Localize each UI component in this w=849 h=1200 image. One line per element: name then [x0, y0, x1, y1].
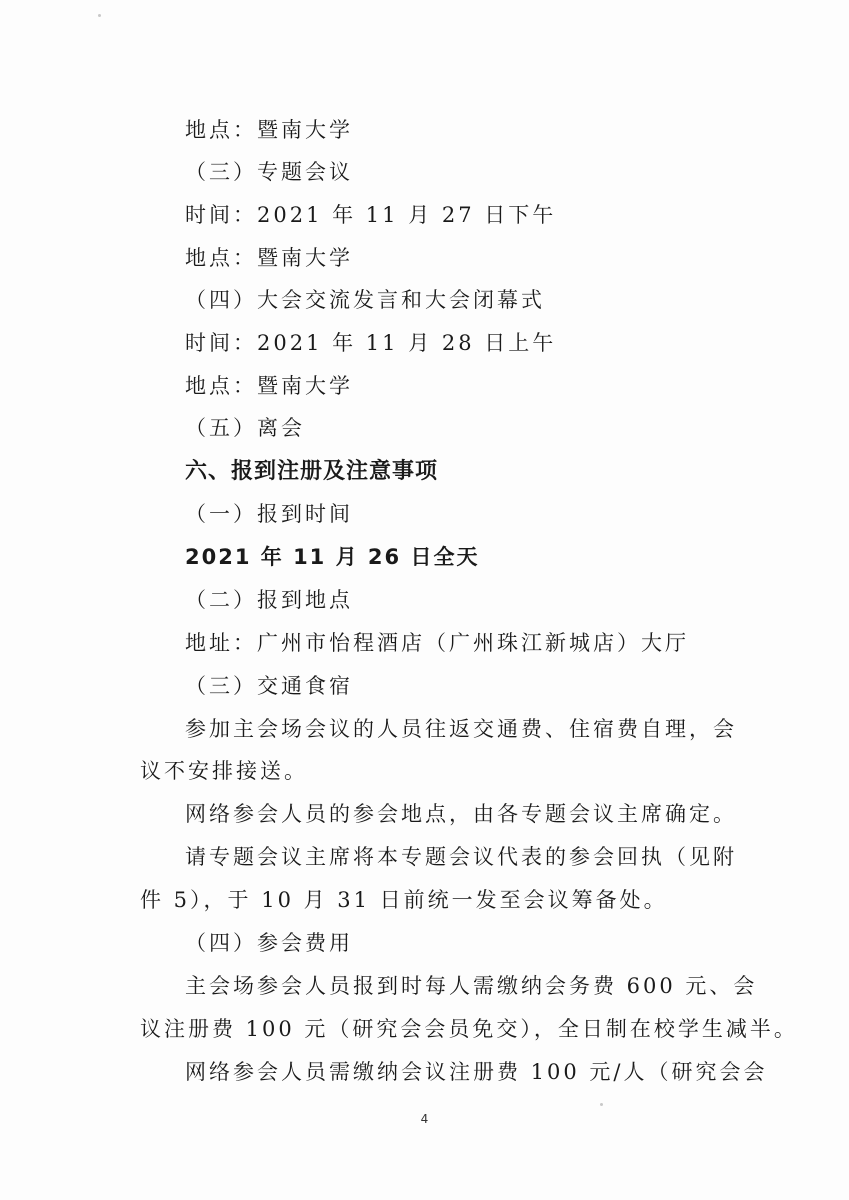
text-line: 时间：2021 年 11 月 28 日上午 — [185, 331, 557, 355]
scan-speck — [98, 14, 101, 17]
text-line: 地点：暨南大学 — [185, 374, 353, 398]
subheading: （三）交通食宿 — [185, 674, 353, 698]
subheading: （四）大会交流发言和大会闭幕式 — [185, 288, 545, 312]
paragraph-line: 网络参会人员需缴纳会议注册费 100 元/人（研究会会 — [185, 1060, 768, 1084]
paragraph-line: 议不安排接送。 — [140, 759, 308, 783]
text-line: 地点：暨南大学 — [185, 118, 353, 142]
paragraph-line: 议注册费 100 元（研究会会员免交），全日制在校学生减半。 — [140, 1017, 798, 1041]
subheading: （二）报到地点 — [185, 588, 353, 612]
text-line: 2021 年 11 月 26 日全天 — [185, 545, 480, 569]
paragraph-line: 件 5），于 10 月 31 日前统一发至会议筹备处。 — [140, 888, 668, 912]
subheading: （五）离会 — [185, 416, 305, 440]
section-heading: 六、报到注册及注意事项 — [185, 459, 439, 484]
subheading: （三）专题会议 — [185, 160, 353, 184]
text-line: 时间：2021 年 11 月 27 日下午 — [185, 203, 557, 227]
page-number: 4 — [420, 1112, 429, 1126]
text-line: 地址：广州市怡程酒店（广州珠江新城店）大厅 — [185, 631, 689, 655]
paragraph-line: 请专题会议主席将本专题会议代表的参会回执（见附 — [185, 845, 737, 869]
subheading: （四）参会费用 — [185, 931, 353, 955]
scan-speck — [600, 1103, 603, 1106]
text-line: 地点：暨南大学 — [185, 246, 353, 270]
subheading: （一）报到时间 — [185, 502, 353, 526]
paragraph-line: 参加主会场会议的人员往返交通费、住宿费自理，会 — [185, 717, 737, 741]
paragraph-line: 网络参会人员的参会地点，由各专题会议主席确定。 — [185, 802, 737, 826]
paragraph-line: 主会场参会人员报到时每人需缴纳会务费 600 元、会 — [185, 974, 758, 998]
